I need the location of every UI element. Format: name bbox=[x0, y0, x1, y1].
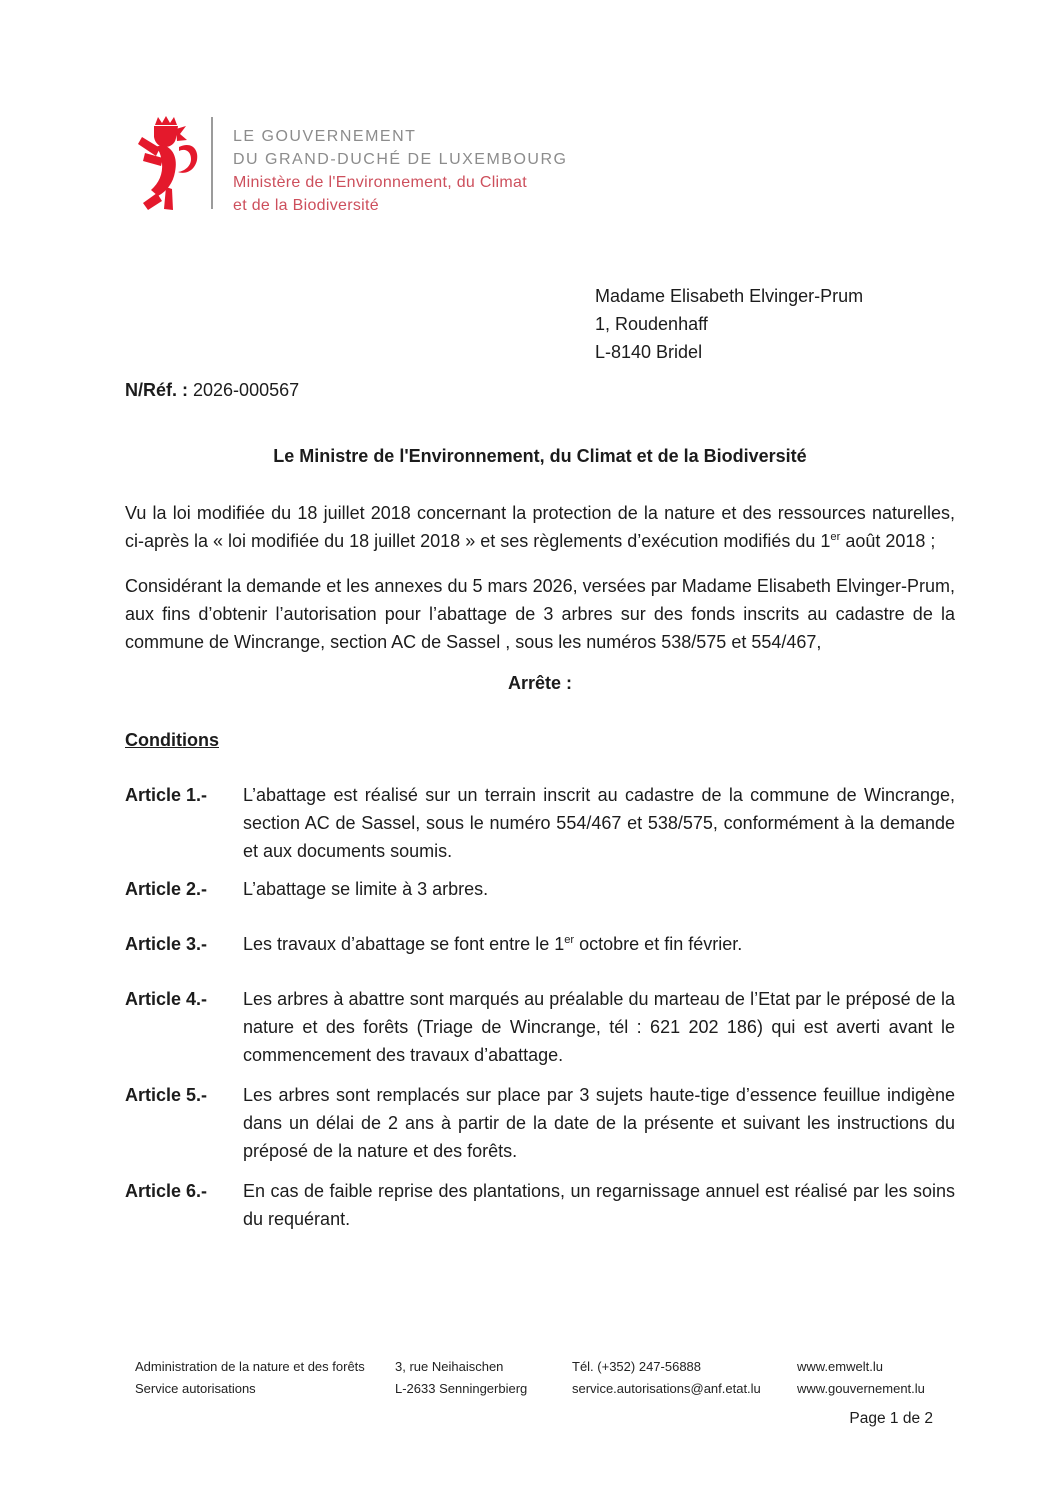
reference-line bbox=[125, 376, 955, 404]
article-row-2 bbox=[125, 875, 955, 903]
footer-websites bbox=[797, 1356, 955, 1400]
footer-line: Service autorisations bbox=[135, 1381, 256, 1396]
logo-text bbox=[213, 115, 567, 217]
article-row-4 bbox=[125, 985, 955, 1069]
footer-administration bbox=[135, 1356, 395, 1400]
government-logo bbox=[135, 115, 955, 217]
article-row-1 bbox=[125, 781, 955, 865]
document-title: Le Ministre de l'Environnement, du Climat et de la Biodiversité bbox=[273, 446, 807, 466]
article-row-5 bbox=[125, 1081, 955, 1165]
footer-phone: Tél. (+352) 247-56888 bbox=[572, 1359, 702, 1374]
article-row-6 bbox=[125, 1177, 955, 1233]
page-number: Page 1 de 2 bbox=[849, 1410, 933, 1427]
article-label: Article 4.- bbox=[125, 989, 208, 1009]
reference-value: 2026-000567 bbox=[193, 380, 300, 400]
articles-list bbox=[125, 781, 955, 1233]
article-body: L’abattage est réalisé sur un terrain inscrit au cadastre de la commune de Wincrange, section AC de Sassel, sous le numéro 554/467 et 538/575, conformément à la demande et aux documents soumis. bbox=[243, 785, 955, 861]
footer-line: 3, rue Neihaischen bbox=[395, 1359, 504, 1374]
article-body: L’abattage se limite à 3 arbres. bbox=[243, 879, 489, 899]
arrete-heading: Arrête : bbox=[507, 673, 573, 693]
footer-website: www.gouvernement.lu bbox=[797, 1381, 925, 1396]
article-body: Les arbres sont remplacés sur place par 3 sujets haute-tige d’essence feuillue indigène dans un délai de 2 ans à partir de la date de la présente et suivant les instructions du préposé de la nature et des forêts. bbox=[243, 1085, 955, 1161]
footer-line: L-2633 Senningerbierg bbox=[395, 1381, 528, 1396]
article-label: Article 6.- bbox=[125, 1181, 208, 1201]
footer-website: www.emwelt.lu bbox=[797, 1359, 883, 1374]
article-label: Article 2.- bbox=[125, 879, 208, 899]
footer-line: Administration de la nature et des forêts bbox=[135, 1359, 365, 1374]
government-name-line2: DU GRAND-DUCHÉ DE LUXEMBOURG bbox=[233, 151, 568, 168]
ministry-name-line1: Ministère de l'Environnement, du Climat bbox=[233, 174, 527, 191]
reference-label: N/Réf. : bbox=[125, 380, 188, 400]
government-name-line1: LE GOUVERNEMENT bbox=[233, 128, 417, 145]
paragraph-vu: Vu la loi modifiée du 18 juillet 2018 concernant la protection de la nature et des ressources naturelles, ci-après la « loi modifiée du 18 juillet 2018 » et ses règlements d’exécution modifiés du 1er août 2018 ; bbox=[125, 503, 955, 551]
recipient-address bbox=[595, 282, 955, 366]
footer-email: service.autorisations@anf.etat.lu bbox=[572, 1381, 761, 1396]
page-footer bbox=[135, 1356, 955, 1400]
recipient-city: L-8140 Bridel bbox=[595, 342, 703, 362]
recipient-street: 1, Roudenhaff bbox=[595, 314, 708, 334]
article-label: Article 1.- bbox=[125, 785, 208, 805]
recipient-name: Madame Elisabeth Elvinger-Prum bbox=[595, 286, 864, 306]
paragraph-considerant: Considérant la demande et les annexes du 5 mars 2026, versées par Madame Elisabeth Elvinger-Prum, aux fins d’obtenir l’autorisation pour l’abattage de 3 arbres sur des fonds inscrits au cadastre de la commune de Wincrange, section AC de Sassel , sous les numéros 538/575 et 554/467, bbox=[125, 576, 955, 652]
luxembourg-lion-icon bbox=[135, 115, 201, 215]
ministry-name-line2: et de la Biodiversité bbox=[233, 197, 379, 214]
footer-contact bbox=[572, 1356, 797, 1400]
article-body: Les travaux d’abattage se font entre le 1er octobre et fin février. bbox=[243, 934, 743, 954]
article-label: Article 3.- bbox=[125, 934, 208, 954]
article-row-3 bbox=[125, 930, 955, 958]
article-body: En cas de faible reprise des plantations, un regarnissage annuel est réalisé par les soins du requérant. bbox=[243, 1181, 955, 1229]
article-label: Article 5.- bbox=[125, 1085, 208, 1105]
footer-address bbox=[395, 1356, 572, 1400]
article-body: Les arbres à abattre sont marqués au préalable du marteau de l’Etat par le préposé de la nature et des forêts (Triage de Wincrange, tél : 621 202 186) qui est averti avant le commencement des travaux d’abattage. bbox=[243, 989, 955, 1065]
conditions-heading: Conditions bbox=[125, 730, 219, 750]
